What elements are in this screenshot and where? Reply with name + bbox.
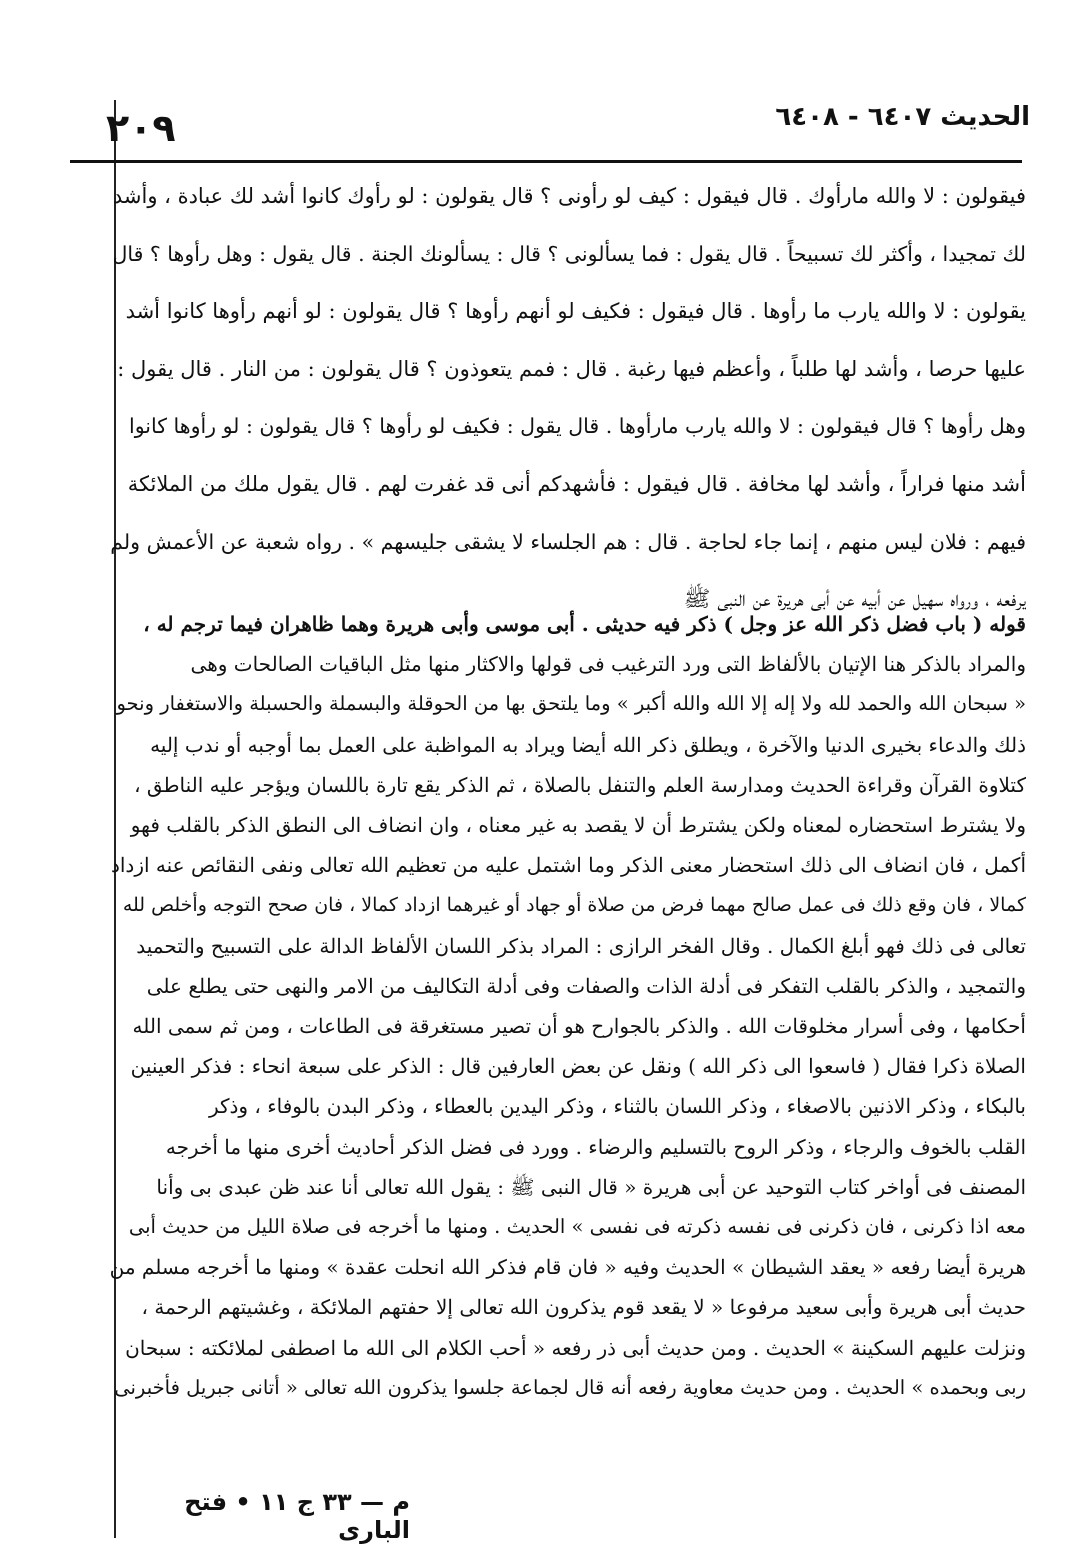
text-line: الصلاة ذكرا فقال ( فاسعوا الى ذكر الله ) ونقل عن بعض العارفين قال : الذكر على سبعة انحاء : فذكر العينين <box>130 1054 1026 1079</box>
text-line: عليها حرصا ، وأشد لها طلباً ، وأعظم فيها رغبة . قال : فمم يتعوذون ؟ قال يقولون : من النار . قال يقول : <box>117 356 1026 381</box>
page-number: ٢٠٩ <box>106 106 176 150</box>
text-line: ذلك والدعاء بخيرى الدنيا والآخرة ، ويطلق ذكر الله أيضا ويراد به المواظبة على العمل بما أوجبه أو ندب إليه <box>150 732 1026 757</box>
text-line: أكمل ، فان انضاف الى ذلك استحضار معنى الذكر وما اشتمل عليه من تعظيم الله تعالى ونفى النقائص عنه ازداد <box>110 853 1026 878</box>
text-line: وهل رأوها ؟ قال فيقولون : لا والله يارب مارأوها . قال يقول : فكيف لو رأوها ؟ قال يقولون : لو رأوها كانوا <box>129 414 1026 439</box>
running-head: الحديث ٦٤٠٧ - ٦٤٠٨ <box>775 102 1030 132</box>
text-line: يرفعه ، ورواه سهيل عن أبيه عن أبى هريرة عن النبى ﷺ <box>683 587 1026 613</box>
commentary-text <box>110 604 1026 1408</box>
text-line: هريرة أيضا رفعه « يعقد الشيطان » الحديث وفيه « فان قام فذكر الله انحلت عقدة » ومنها ما أخرجه مسلم من <box>110 1255 1026 1280</box>
text-line: ونزلت عليهم السكينة » الحديث . ومن حديث أبى ذر رفعه « أحب الكلام الى الله ما اصطفى لملائكته : سبحان <box>125 1335 1026 1360</box>
text-line: لك تمجيدا ، وأكثر لك تسبيحاً . قال يقول : فما يسألونى ؟ قال : يسألونك الجنة . قال يقول : وهل رأوها ؟ قال <box>112 241 1026 266</box>
text-line: والتمجيد ، والذكر بالقلب التفكر فى أدلة الذات والصفات وفى أدلة التكاليف من الامر والنهى حتى يطلع على <box>146 973 1026 998</box>
text-line: ربى وبحمده » الحديث . ومن حديث معاوية رفعه أنه قال لجماعة جلسوا يذكرون الله تعالى « أتانى جبريل فأخبرنى <box>114 1375 1026 1399</box>
text-line: أحكامها ، وفى أسرار مخلوقات الله . والذكر بالجوارح هو أن تصير مستغرقة فى الطاعات ، ومن ثم سمى الله <box>132 1014 1026 1039</box>
text-line: أشد منها فراراً ، وأشد لها مخافة . قال فيقول : فأشهدكم أنى قد غفرت لهم . قال يقول ملك من الملائكة <box>127 471 1026 496</box>
text-line: فيهم : فلان ليس منهم ، إنما جاء لحاجة . قال : هم الجلساء لا يشقى جليسهم » . رواه شعبة عن الأعمش ولم <box>110 529 1026 554</box>
text-line: والمراد بالذكر هنا الإتيان بالألفاظ التى ورد الترغيب فى قولها والاكثار منها مثل الباقيات الصالحات وهى <box>190 652 1026 677</box>
text-line: حديث أبى هريرة وأبى سعيد مرفوعا « لا يقعد قوم يذكرون الله تعالى إلا حفتهم الملائكة ، وغشيتهم الرحمة ، <box>141 1295 1026 1320</box>
footer-signature: م — ٣٣ ج ١١ • فتح البارى <box>184 1488 410 1544</box>
text-line: بالبكاء ، وذكر الاذنين بالاصغاء ، وذكر اللسان بالثناء ، وذكر اليدين بالعطاء ، وذكر البدن بالوفاء ، وذكر <box>208 1094 1026 1119</box>
text-line: كمالا ، فان وقع ذلك فى عمل صالح مهما فرض من صلاة أو جهاد أو غيرهما ازداد كمالا ، فان صحح التوجه وأخلص لله <box>122 894 1026 917</box>
text-line: القلب بالخوف والرجاء ، وذكر الروح بالتسليم والرضاء . وورد فى فضل الذكر أحاديث أخرى منها ما أخرجه <box>165 1134 1026 1159</box>
text-line: فيقولون : لا والله مارأوك . قال فيقول : كيف لو رأونى ؟ قال يقولون : لو رأوك كانوا أشد لك عبادة ، وأشد <box>112 184 1026 208</box>
text-line: ولا يشترط استحضاره لمعناه ولكن يشترط أن لا يقصد به غير معناه ، وان انضاف الى النطق الذكر بالقلب فهو <box>130 813 1026 838</box>
text-line: كتلاوة القرآن وقراءة الحديث ومدارسة العلم والتنفل بالصلاة ، ثم الذكر يقع تارة باللسان ويؤجر عليه الناطق ، <box>134 772 1026 797</box>
text-line: معه اذا ذكرنى ، فان ذكرنى فى نفسه ذكرته فى نفسى » الحديث . ومنها ما أخرجه فى صلاة الليل من حديث أبى <box>128 1215 1026 1239</box>
text-line: يقولون : لا والله يارب ما رأوها . قال فيقول : فكيف لو أنهم رأوها ؟ قال يقولون : لو أنهم رأوها كانوا أشد <box>125 299 1026 324</box>
text-line: المصنف فى أواخر كتاب التوحيد عن أبى هريرة « قال النبى ﷺ : يقول الله تعالى أنا عند ظن عبدى بى وأنا <box>156 1174 1026 1199</box>
header-rule <box>70 160 1022 163</box>
hadith-text <box>110 168 1026 629</box>
text-line: « سبحان الله والحمد لله ولا إله إلا الله والله أكبر » وما يلتحق بها من الحوقلة والبسملة والحسبلة والاستغفار ونحو <box>116 692 1026 716</box>
text-line: قوله ( باب فضل ذكر الله عز وجل ) ذكر فيه حديثى . أبى موسى وأبى هريرة وهما ظاهران فيما ترجم له ، <box>143 612 1026 636</box>
text-line: تعالى فى ذلك فهو أبلغ الكمال . وقال الفخر الرازى : المراد بذكر اللسان الألفاظ الدالة على التسبيح والتحميد <box>136 933 1026 958</box>
page-header <box>70 96 1030 160</box>
